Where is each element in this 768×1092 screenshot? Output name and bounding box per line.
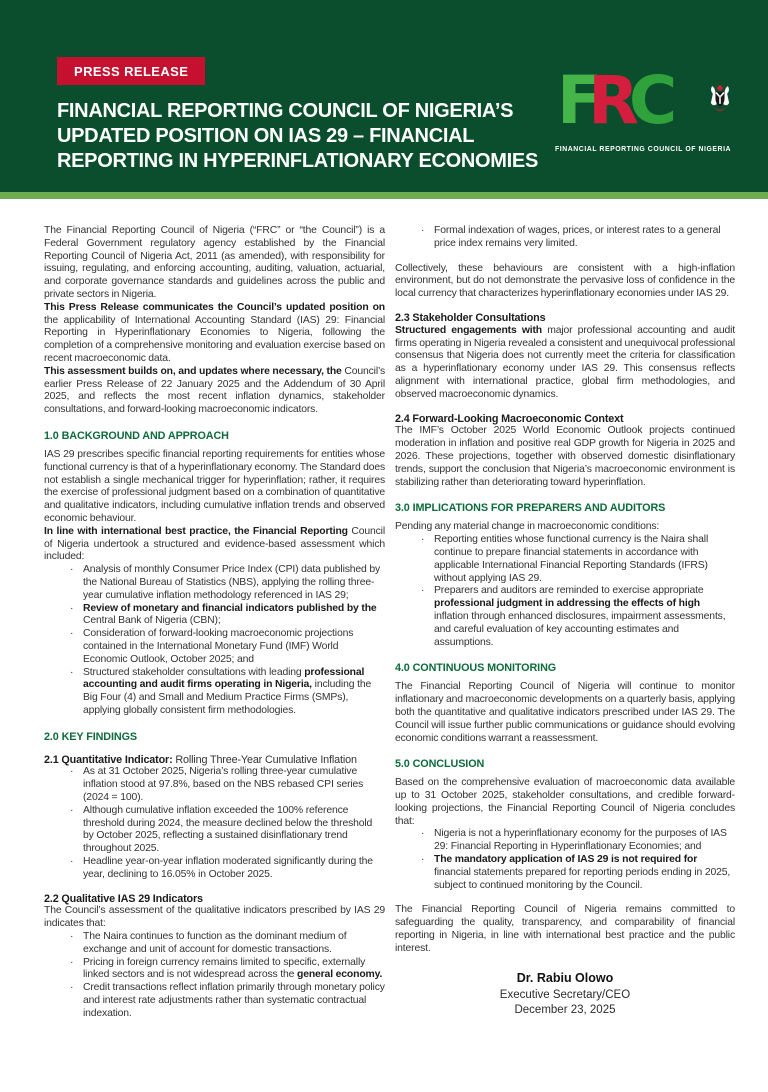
frc-logo (555, 62, 745, 153)
paragraph (44, 526, 385, 564)
subsection-heading (395, 413, 735, 426)
bold-text: The mandatory application of IAS 29 is not required for (434, 854, 698, 866)
text: The Financial Reporting Council of Nigeria (“FRC” or “the Council”) is a Federal Government regulatory agency established by the Financial Reporting Council of Nigeria Act, 2011 (as amended), with responsibility for issuing, regulating, and enforcing accounting, auditing, valuation, actuarial, and corporate governance standards and guidelines across the public and private sectors in Nigeria. (44, 225, 385, 300)
bullet-marker: · (70, 931, 74, 943)
bullet-marker: · (70, 564, 74, 576)
bullet-text (83, 982, 385, 1020)
frc-logo-letters (555, 62, 745, 140)
bullet-item (70, 628, 385, 666)
subsection-heading (44, 893, 385, 906)
bullet-item (70, 957, 385, 983)
bullet-text (434, 854, 735, 892)
paragraph (44, 225, 385, 302)
text: Headline year-on-year inflation moderated significantly during the year, declining to 16.05% in October 2025. (83, 856, 373, 880)
text: inflation through enhanced disclosures, impairment assessments, and careful evaluation of key accounting estimates and assumptions. (434, 610, 726, 648)
paragraph (395, 681, 735, 745)
bullet-item (421, 534, 735, 585)
title-line-3: REPORTING IN HYPERINFLATIONARY ECONOMIES (57, 150, 538, 172)
text: The Financial Reporting Council of Nigeria remains committed to safeguarding the quality, transparency, and comparability of financial reporting in Nigeria, in line with international best practice and the public interest. (395, 904, 735, 954)
paragraph (395, 521, 735, 534)
signatory-name: Dr. Rabiu Olowo (516, 970, 614, 985)
bullet-item (70, 667, 385, 718)
section-heading: 4.0 CONTINUOUS MONITORING (395, 662, 557, 675)
bullet-list (395, 534, 735, 649)
signature-block (395, 971, 735, 1016)
text: Formal indexation of wages, prices, or interest rates to a general price index remains very limited. (434, 225, 721, 249)
text: financial statements prepared for reporting periods ending in 2025, subject to continued monitoring by the Council. (434, 866, 731, 891)
bold-text: 2.2 Qualitative IAS 29 Indicators (44, 892, 203, 905)
bullet-marker: · (70, 856, 74, 868)
text: Council’s earlier Press Release of 22 January 2025 and the Addendum of 30 April 2025, and reflects the most recent inflation dynamics, stakeholder consultations, and forward-looking macroeconomic indicators. (44, 365, 385, 416)
bullet-text (83, 564, 385, 602)
text: Consideration of forward-looking macroeconomic projections contained in the International Monetary Fund (IMF) World Economic Outlook, October 2025; and (83, 628, 354, 665)
bullet-item (421, 585, 735, 649)
paragraph (44, 302, 385, 366)
bold-text: professional judgment in addressing the effects of high (434, 598, 700, 610)
bullet-text (434, 585, 735, 649)
bullet-text (83, 603, 385, 629)
paragraph (395, 904, 735, 955)
bullet-list (44, 931, 385, 1021)
bullet-marker: · (70, 602, 74, 614)
bold-text: general economy. (297, 969, 383, 981)
logo-letter-c: C (628, 62, 674, 139)
text: As at 31 October 2025, Nigeria’s rolling three-year cumulative inflation stood at 97.8%, based on the NBS rebased CPI series (2024 = 100). (83, 766, 364, 804)
text: Council of Nigeria undertook a structured and evidence-based assessment which included: (44, 525, 385, 563)
text: Collectively, these behaviours are consistent with a high-inflation environment, but do not demonstrate the pervasive loss of confidence in the local currency that characterizes hyperinflationary economies under IAS 29. (395, 262, 735, 300)
bullet-marker: · (421, 828, 425, 840)
section-heading: 5.0 CONCLUSION (395, 758, 485, 771)
bold-text: In line with international best practice, the Financial Reporting (44, 525, 348, 537)
section-heading: 2.0 KEY FINDINGS (44, 730, 137, 743)
text: Central Bank of Nigeria (CBN); (83, 615, 221, 627)
nigeria-coat-of-arms-icon (707, 84, 733, 114)
header-banner (0, 0, 768, 192)
bold-text: This Press Release communicates the Council’s updated position on (44, 301, 385, 313)
bullet-text (83, 957, 385, 983)
press-release-badge: PRESS RELEASE (57, 57, 205, 85)
bold-text: Review of monetary and financial indicators published by the (83, 602, 377, 614)
bullet-text (83, 856, 385, 882)
text: The Financial Reporting Council of Nigeria will continue to monitor inflationary and macroeconomic developments on a quarterly basis, applying both the quantitative and qualitative indicators prescribed under IAS 29. The Council will issue further public communications or guidance should evolving economic conditions warrant a reassessment. (395, 681, 735, 744)
title-line-2: UPDATED POSITION ON IAS 29 – FINANCIAL (57, 125, 475, 147)
bullet-marker: · (421, 225, 425, 236)
bullet-marker: · (421, 585, 425, 597)
bold-text: 2.4 Forward-Looking Macroeconomic Context (395, 412, 624, 425)
bullet-item (70, 856, 385, 882)
bullet-marker: · (70, 628, 74, 640)
document-body (0, 199, 768, 1092)
bullet-text (83, 766, 385, 804)
logo-letter-r: R (588, 62, 635, 139)
paragraph (44, 905, 385, 931)
logo-letter-f: F (557, 62, 599, 139)
text: major professional accounting and audit firms operating in Nigeria revealed a consistent and unequivocal professional consensus that Nigeria does not currently meet the criteria for classification as a hyperinflationary economy under IAS 29. This consensus reflects alignment with international practice, global firm methodologies, and observed macroeconomic dynamics. (395, 324, 735, 400)
text: IAS 29 prescribes specific financial reporting requirements for entities whose functional currency is that of a hyperinflationary economy. The Standard does not establish a single mechanical trigger for hyperinflation; rather, it requires the exercise of professional judgment based on a combination of quantitative and qualitative indicators, including cumulative inflation trends and observed economic behaviour. (44, 448, 385, 524)
bullet-text (83, 628, 385, 666)
subsection-heading (44, 754, 385, 767)
subsection-heading (395, 312, 735, 325)
bold-text: 2.3 Stakeholder Consultations (395, 311, 546, 324)
bullet-list (395, 225, 735, 251)
bullet-item (70, 805, 385, 856)
bullet-marker: · (421, 534, 425, 546)
bullet-item (421, 854, 735, 892)
section-heading: 1.0 BACKGROUND AND APPROACH (44, 429, 229, 442)
bullet-marker: · (70, 666, 74, 678)
bullet-list (44, 766, 385, 881)
paragraph (395, 325, 735, 402)
bullet-marker: · (421, 854, 425, 866)
text: Structured stakeholder consultations with leading (83, 666, 305, 678)
text: Pending any material change in macroeconomic conditions: (395, 521, 660, 533)
title-line-1: FINANCIAL REPORTING COUNCIL OF NIGERIA’S (57, 100, 514, 122)
bullet-item (70, 982, 385, 1020)
bullet-item (70, 931, 385, 957)
paragraph (395, 263, 735, 301)
bullet-text (434, 828, 735, 854)
bullet-item (70, 564, 385, 602)
bullet-marker: · (70, 982, 74, 994)
text: Reporting entities whose functional currency is the Naira shall continue to prepare financial statements in accordance with applicable International Financial Reporting Standards (IFRS) without applying IAS 29. (434, 534, 709, 584)
text: Pricing in foreign currency remains limited to specific, externally linked sectors and is not widespread across the (83, 956, 366, 981)
bold-text: This assessment builds on, and updates where necessary, the (44, 365, 342, 377)
text: the applicability of International Accounting Standard (IAS) 29: Financial Reporting in Hyperinflationary Economies to Nigeria, following the completion of a comprehensive monitoring and evaluation exercise based on recent macroeconomic data. (44, 314, 385, 364)
bold-text: professional accounting and audit firms operating in Nigeria, (83, 666, 365, 691)
text: Preparers and auditors are reminded to exercise appropriate (434, 585, 704, 597)
text: The Council’s assessment of the qualitative indicators prescribed by IAS 29 indicates that: (44, 905, 385, 930)
bullet-text (434, 534, 735, 585)
section-heading: 3.0 IMPLICATIONS FOR PREPARERS AND AUDITORS (395, 502, 666, 515)
bullet-item (421, 828, 735, 854)
text: Based on the comprehensive evaluation of macroeconomic data available up to 31 October 2025, stakeholder consultations, and credible forward-looking projections, the Financial Reporting Council of Nigeria concludes that: (395, 777, 735, 827)
bullet-marker: · (70, 956, 74, 968)
text: The Naira continues to function as the dominant medium of exchange and unit of account for domestic transactions. (83, 931, 347, 955)
right-column (395, 225, 735, 1092)
paragraph (395, 777, 735, 828)
text: Analysis of monthly Consumer Price Index (CPI) data published by the National Bureau of Statistics (NBS), applying the rolling three-year cumulative inflation methodology referenced in IAS 29; (83, 564, 381, 601)
paragraph (44, 366, 385, 417)
paragraph (44, 449, 385, 526)
bullet-list (44, 564, 385, 718)
text: Credit transactions reflect inflation primarily through monetary policy and interest rate adjustments rather than systematic contractual indexation. (83, 982, 385, 1019)
bullet-text (83, 931, 385, 957)
bold-text: 2.1 Quantitative Indicator: (44, 753, 173, 766)
logo-caption: FINANCIAL REPORTING COUNCIL OF NIGERIA (555, 146, 732, 153)
bullet-text (83, 805, 385, 856)
left-column (44, 225, 385, 1092)
release-date: December 23, 2025 (514, 1003, 616, 1016)
bold-text: Structured engagements with (395, 324, 542, 336)
bullet-item (70, 766, 385, 804)
bullet-item (421, 225, 735, 251)
bullet-marker: · (70, 766, 74, 778)
signatory-title: Executive Secretary/CEO (499, 988, 631, 1001)
bullet-item (70, 603, 385, 629)
text: The IMF’s October 2025 World Economic Outlook projects continued moderation in inflation and positive real GDP growth for Nigeria in 2025 and 2026. These projections, together with observed domestic disinflationary trends, support the conclusion that Nigeria’s macroeconomic environment is stabilizing rather than deteriorating toward hyperinflation. (395, 425, 735, 488)
text: Rolling Three-Year Cumulative Inflation (172, 753, 357, 766)
text: Nigeria is not a hyperinflationary economy for the purposes of IAS 29: Financial Reporting in Hyperinflationary Economies; and (434, 828, 727, 853)
bullet-text (434, 225, 735, 251)
text: including the Big Four (4) and Small and Medium Practice Firms (SMPs), applying globally consistent firm methodologies. (83, 679, 372, 716)
bullet-marker: · (70, 804, 74, 816)
bullet-list (395, 828, 735, 892)
header-accent-bar (0, 192, 768, 199)
text: Although cumulative inflation exceeded the 100% reference threshold during 2024, the measure declined below the threshold by October 2025, reflecting a sustained disinflationary trend throughout 2025. (83, 804, 373, 855)
bullet-text (83, 667, 385, 718)
paragraph (395, 425, 735, 489)
